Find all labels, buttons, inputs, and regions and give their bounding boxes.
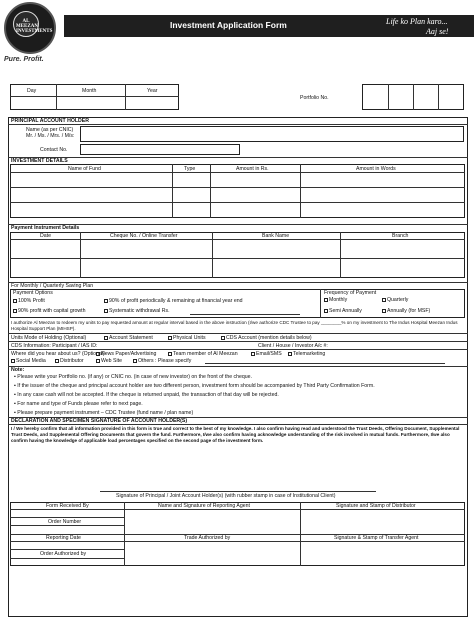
month-field[interactable] xyxy=(57,96,125,110)
saving-plan-title: For Monthly / Quarterly Saving Plan xyxy=(11,283,94,289)
order-authorized: Order Authorized by xyxy=(40,551,87,557)
holding-account-statement[interactable]: Account Statement xyxy=(104,335,153,341)
note-2: ▪ If the issuer of the cheque and principal account holder are two different person, investment form should be accompanied by Third Party Confirmation Form. xyxy=(14,383,375,389)
holding-cds-account[interactable]: CDS Account (mention details below) xyxy=(221,335,312,341)
form-received-by: Form Received By xyxy=(46,503,89,509)
payment-options-title: Payment Options xyxy=(13,290,53,296)
source-team-member[interactable]: Team member of Al Meezan xyxy=(168,351,238,357)
col-branch: Branch xyxy=(392,233,409,239)
source-website[interactable]: Web Site xyxy=(96,358,122,364)
investment-section-title: INVESTMENT DETAILS xyxy=(11,158,68,164)
col-words: Amount in Words xyxy=(356,166,396,172)
freq-monthly[interactable]: Monthly xyxy=(324,297,347,303)
reporting-agent: Name and Signature of Reporting Agent xyxy=(158,503,250,509)
declaration-text: I / We hereby confirm that all information provided in this form is true and correct to the best of my knowledge. I also confirm having read and understood the Trust Deeds, Offering Document, Supplemental Trust Deeds, and Supplemental Offering Documents that govern the fund. Furthermore, I/we also confirm having acknowledge understanding of the risk involved in mutual funds. Furthermore, I/we also confirm having the knowledge of applicable load percentages specified on the second page of the investment form. xyxy=(11,426,460,444)
source-others[interactable]: Others : Please specify xyxy=(133,358,191,364)
signature-label: Signature of Principal / Joint Account Holder(s) (with rubber stamp in case of Institutional Client) xyxy=(116,493,336,499)
slogan-line2: Aaj se! xyxy=(426,27,449,36)
note-5: ▪ Please prepare payment instrument – CDC Trustee (fund name / plan name) xyxy=(14,410,194,416)
title-label: Mr. / Ms. / Mrs. / M/s: xyxy=(26,133,75,139)
year-label: Year xyxy=(147,88,158,94)
authorization-text: I authorize Al Meezan to redeem my units to pay requested amount at regular interval based in the above instruction (I/we authorize CDC Trustee to pay ________% on my investment to The Indus Hospital Meezan Indus Hospital Support Plan (MIHSP). xyxy=(11,320,458,332)
note-1: ▪ Please write your Portfolio no. (if any) or CNIC no. (in case of new investor) on the front of the cheque. xyxy=(14,374,252,380)
source-telemarketing[interactable]: Telemarketing xyxy=(288,351,325,357)
col-date: Date xyxy=(40,233,51,239)
note-3: ▪ In any case cash will not be accepted. If the cheque is returned unpaid, the transaction of that day will be rejected. xyxy=(14,392,279,398)
contact-label: Contact No. xyxy=(40,147,68,153)
trade-authorized: Trade Authorized by xyxy=(184,535,231,541)
option-90-profit-growth[interactable]: 90% profit with capital growth xyxy=(13,308,85,314)
option-90-profit-periodic[interactable]: 90% of profit periodically & remaining at financial year end xyxy=(104,298,243,304)
source-distributor[interactable]: Distributor xyxy=(55,358,84,364)
freq-quarterly[interactable]: Quarterly xyxy=(382,297,408,303)
name-field[interactable] xyxy=(80,126,464,142)
distributor-stamp: Signature and Stamp of Distributor xyxy=(336,503,416,509)
name-label: Name (as per CNIC) xyxy=(26,127,74,133)
freq-semi-annually[interactable]: Semi Annually xyxy=(324,308,362,314)
source-social-media[interactable]: Social Media xyxy=(11,358,46,364)
slogan-line1: Life ko Plan karo... xyxy=(386,17,448,26)
cds-client-label: Client / House / Investor A/c #: xyxy=(258,343,328,349)
order-number: Order Number xyxy=(48,519,82,525)
col-bank: Bank Name xyxy=(262,233,290,239)
principal-section-title: PRINCIPAL ACCOUNT HOLDER xyxy=(11,118,90,124)
source-email-sms[interactable]: Email/SMS xyxy=(251,351,282,357)
note-4: ▪ For name and type of Funds please refer to next page. xyxy=(14,401,143,407)
col-fund: Name of Fund xyxy=(68,166,101,172)
col-cheque: Cheque No. / Online Transfer xyxy=(110,233,178,239)
portfolio-label: Portfolio No. xyxy=(300,95,329,101)
holding-physical-units[interactable]: Physical Units xyxy=(168,335,206,341)
tagline: Pure. Profit. xyxy=(4,56,44,63)
option-100-profit[interactable]: 100% Profit xyxy=(13,298,45,304)
payment-section-title: Payment Instrument Details xyxy=(11,225,80,231)
source-newspaper[interactable]: News Paper/Advertising xyxy=(96,351,156,357)
day-label: Day xyxy=(27,88,37,94)
signature-line[interactable] xyxy=(100,491,376,492)
day-field[interactable] xyxy=(10,96,57,110)
month-label: Month xyxy=(82,88,97,94)
transfer-agent-stamp: Signature & Stamp of Transfer Agent xyxy=(334,535,419,541)
col-type: Type xyxy=(184,166,196,172)
holding-label: Units Mode of Holding (Optional) xyxy=(11,335,87,341)
freq-annually[interactable]: Annually (for MSF) xyxy=(382,308,430,314)
declaration-title: DECLARATION AND SPECIMEN SIGNATURE OF ACCOUNT HOLDER(S) xyxy=(11,418,188,424)
contact-field[interactable] xyxy=(80,144,240,155)
col-amount: Amount in Rs. xyxy=(236,166,269,172)
cds-participant-label: CDS Information: Participant / IAS ID: xyxy=(11,343,98,349)
option-systematic-withdrawal[interactable]: Systematic withdrawal Rs. xyxy=(104,308,170,314)
reporting-date: Reporting Date xyxy=(46,535,81,541)
frequency-title: Frequency of Payment xyxy=(324,290,377,296)
logo-text: AL MEEZAN INVESTMENTS xyxy=(16,19,53,34)
form-title: Investment Application Form xyxy=(170,20,287,30)
notes-title: Note: xyxy=(11,367,25,373)
source-question: Where did you hear about us? (Optional) xyxy=(11,351,105,357)
year-field[interactable] xyxy=(126,96,179,110)
